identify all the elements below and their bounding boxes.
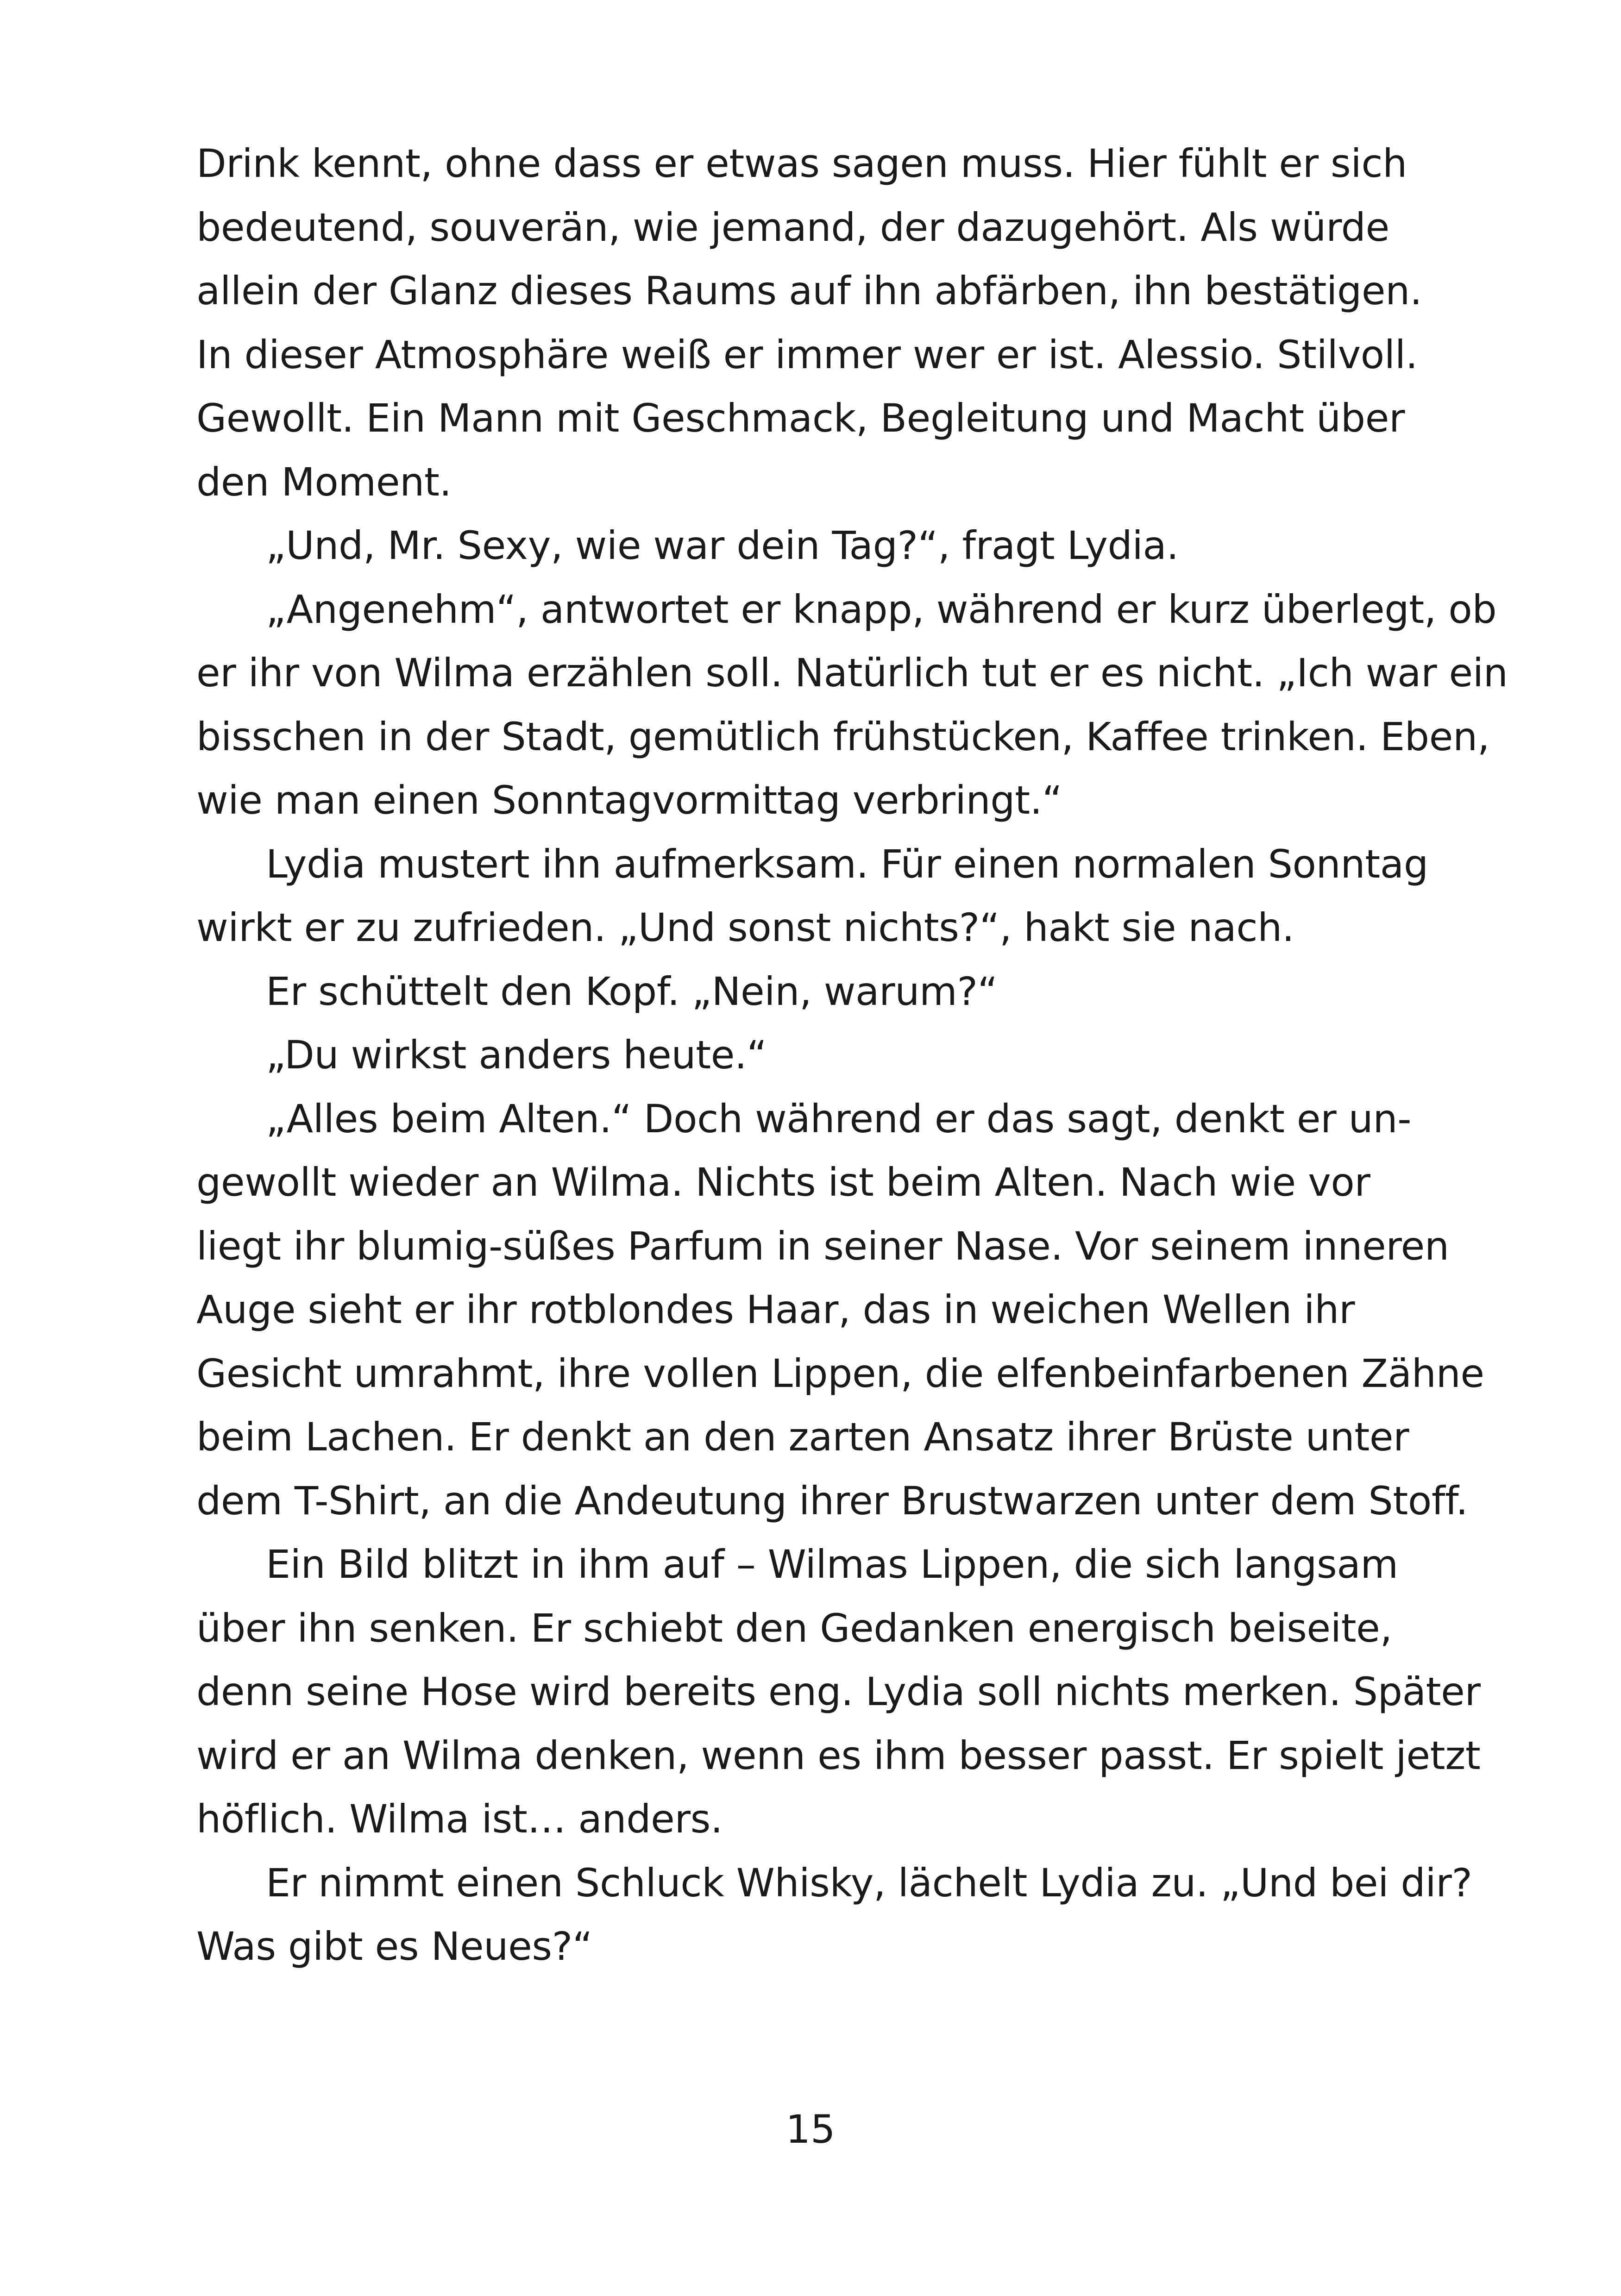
- page-number: 15: [785, 2107, 836, 2152]
- text-line: allein der Glanz dieses Raums auf ihn abfärben, ihn bestätigen.: [196, 268, 1422, 314]
- text-line: er ihr von Wilma erzählen soll. Natürlich tut er es nicht. „Ich war ein: [196, 650, 1508, 696]
- text-line: den Moment.: [196, 459, 452, 505]
- text-line: wirkt er zu zufrieden. „Und sonst nichts?“, hakt sie nach.: [196, 905, 1294, 950]
- text-line: Auge sieht er ihr rotblondes Haar, das in weichen Wellen ihr: [196, 1287, 1355, 1332]
- text-line: Drink kennt, ohne dass er etwas sagen muss. Hier fühlt er sich: [196, 141, 1407, 186]
- text-line: „Und, Mr. Sexy, wie war dein Tag?“, fragt Lydia.: [266, 523, 1179, 568]
- text-line: bedeutend, souverän, wie jemand, der dazugehört. Als würde: [196, 204, 1389, 250]
- text-line: Ein Bild blitzt in ihm auf – Wilmas Lippen, die sich langsam: [266, 1542, 1398, 1587]
- text-line: über ihn senken. Er schiebt den Gedanken energisch beiseite,: [196, 1605, 1392, 1651]
- text-line: beim Lachen. Er denkt an den zarten Ansatz ihrer Brüste unter: [196, 1414, 1409, 1460]
- text-line: bisschen in der Stadt, gemütlich frühstücken, Kaffee trinken. Eben,: [196, 714, 1490, 759]
- text-line: In dieser Atmosphäre weiß er immer wer er ist. Alessio. Stilvoll.: [196, 332, 1418, 377]
- text-line: Was gibt es Neues?“: [196, 1924, 593, 1969]
- text-line: Er schüttelt den Kopf. „Nein, warum?“: [266, 968, 998, 1014]
- text-line: wie man einen Sonntagvormittag verbringt.“: [196, 778, 1062, 823]
- text-line: liegt ihr blumig-süßes Parfum in seiner Nase. Vor seinem inneren: [196, 1223, 1449, 1269]
- text-line: Lydia mustert ihn aufmerksam. Für einen normalen Sonntag: [266, 841, 1428, 887]
- text-line: gewollt wieder an Wilma. Nichts ist beim Alten. Nach wie vor: [196, 1160, 1370, 1205]
- text-line: höflich. Wilma ist… anders.: [196, 1796, 723, 1842]
- body-text: [196, 132, 1508, 1979]
- text-line: „Du wirkst anders heute.“: [266, 1032, 767, 1078]
- text-line: Er nimmt einen Schluck Whisky, lächelt Lydia zu. „Und bei dir?: [266, 1860, 1472, 1906]
- text-line: „Alles beim Alten.“ Doch während er das sagt, denkt er un-: [266, 1096, 1412, 1142]
- text-line: denn seine Hose wird bereits eng. Lydia soll nichts merken. Später: [196, 1669, 1481, 1714]
- text-line: „Angenehm“, antwortet er knapp, während er kurz überlegt, ob: [266, 586, 1497, 632]
- text-line: wird er an Wilma denken, wenn es ihm besser passt. Er spielt jetzt: [196, 1732, 1481, 1778]
- text-line: dem T-Shirt, an die Andeutung ihrer Brustwarzen unter dem Stoff.: [196, 1478, 1468, 1524]
- text-line: Gewollt. Ein Mann mit Geschmack, Begleitung und Macht über: [196, 395, 1405, 441]
- text-line: Gesicht umrahmt, ihre vollen Lippen, die elfenbeinfarbenen Zähne: [196, 1350, 1484, 1396]
